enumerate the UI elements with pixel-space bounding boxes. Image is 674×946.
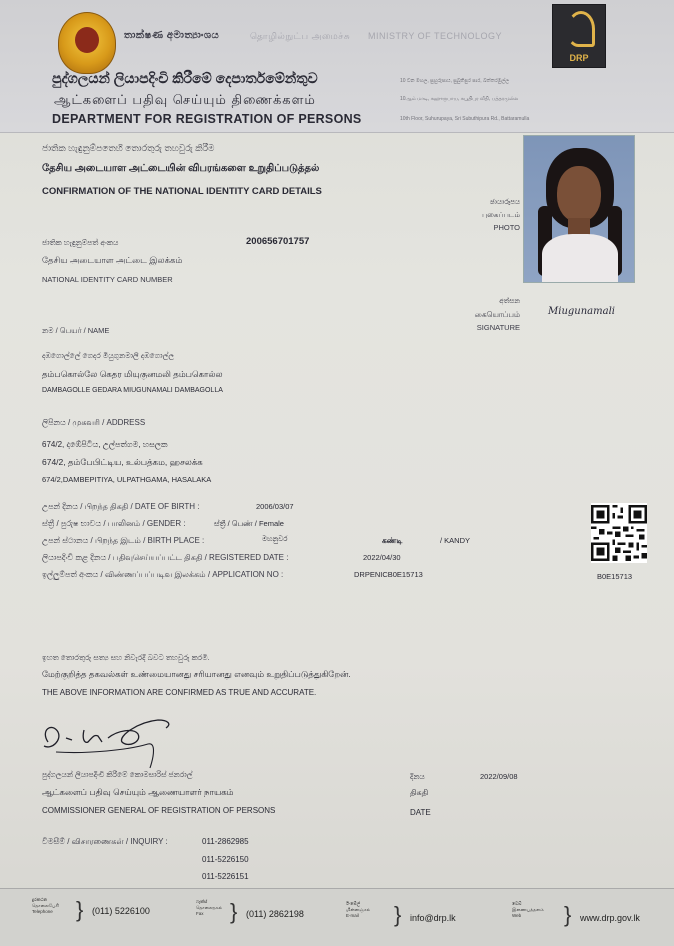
sri-lanka-emblem-icon: [58, 12, 116, 74]
dob-value: 2006/03/07: [256, 502, 294, 511]
name-value-sin: දඹගොල්ලේ ගෙදර මියුගුනමාලි දඹගොල්ල: [42, 351, 175, 360]
inquiry-number-2: 011-5226150: [202, 855, 249, 864]
name-value-tam: தம்பகொல்லே கெதர மியுகுனமலி தம்பகொல்ல: [42, 369, 223, 379]
tel-label-tam: தொலைபேசி: [32, 903, 59, 908]
commissioner-en: COMMISSIONER GENERAL OF REGISTRATION OF PERSONS: [42, 806, 276, 815]
gender-label: ස්ත්‍රී / පුරුෂ භාවය / பாலினம் / GENDER :: [42, 519, 186, 528]
title-tam: தேசிய அடையாள அட்டையின் விபரங்களை உறுதிப்படுத்தல்: [42, 163, 320, 174]
brace-icon: }: [76, 897, 84, 922]
web-label-tam: இணையத்தளம்: [512, 907, 544, 912]
commissioner-sin: පුද්ගලයන් ලියාපදිංචි කිරීමේ කොමසාරිස් ජනරාල්: [42, 770, 193, 779]
fax-label-en: Fax: [196, 911, 204, 916]
tel-label-sin: දුරකථන: [32, 897, 48, 902]
signature-label-tam: கையொப்பம்: [474, 310, 520, 319]
fax-label-tam: தொலைநகல்: [196, 905, 223, 910]
confirmation-sin: ඉහත තොරතුරු සත්‍ය සහ නිවැරදි බවට තහවුරු කරමි.: [42, 653, 210, 662]
brace-icon: }: [394, 902, 402, 927]
commissioner-tam: ஆட்களைப் பதிவு செய்யும் ஆணையாளர் நாயகம்: [42, 787, 234, 797]
dept-name-sin: පුද්ගලයන් ලියාපදිංචි කිරීමේ දෙපාර්තමේන්තුව: [52, 70, 318, 86]
date-value: 2022/09/08: [480, 772, 518, 781]
drp-swan-icon: [567, 11, 595, 47]
ministry-tam: தொழில்நுட்ப அமைச்சு: [250, 31, 351, 41]
date-label-sin: දිනය: [410, 772, 425, 781]
date-label-en: DATE: [410, 808, 431, 817]
address-value-tam: 674/2, தம்பேபிட்டிய, உல்பத்கம, ஹசலக்க: [42, 457, 203, 467]
address-en: 10th Floor, Suhurupaya, Sri Subuthipura Rd., Battaramulla: [400, 116, 530, 122]
web-label-sin: වෙබ්: [512, 901, 522, 906]
inquiry-label: විමසීම් / விசாரணைகள் / INQUIRY :: [42, 837, 168, 846]
commissioner-signature: [38, 708, 188, 770]
address-sin: 10 වන මහල, සුහුරුපාය, සුබුතිපුර පාර, බත්තරමුල්ල: [400, 78, 510, 84]
dob-label: උපන් දිනය / பிறந்த திகதி / DATE OF BIRTH :: [42, 502, 200, 511]
qr-caption: B0E15713: [597, 572, 633, 581]
nic-label-tam: தேசிய அடையாள அட்டை இலக்கம்: [42, 255, 183, 265]
brace-icon: }: [564, 902, 572, 927]
name-label: නම / பெயர் / NAME: [42, 326, 110, 335]
letterhead: [0, 0, 674, 133]
email-value: info@drp.lk: [410, 913, 456, 923]
confirmation-tam: மேற்குறித்த தகவல்கள் உண்மையானது சரியானது எனவும் உறுதிப்படுத்துகிறேன்.: [42, 669, 351, 679]
birthplace-value-en: / KANDY: [440, 536, 471, 545]
birthplace-value-tam: கண்டி: [382, 536, 403, 545]
birthplace-label: උපන් ස්ථානය / பிறந்த இடம் / BIRTH PLACE :: [42, 536, 205, 545]
holder-photo: [523, 135, 635, 283]
inquiry-number-1: 011-2862985: [202, 837, 249, 846]
nic-label-sin: ජාතික හැඳුනුම්පත් අංකය: [42, 238, 119, 247]
inquiry-number-3: 011-5226151: [202, 872, 249, 881]
web-label-en: Web: [512, 913, 522, 918]
photo-label-tam: புகைப்படம்: [482, 212, 520, 219]
nic-number: 200656701757: [246, 236, 310, 247]
email-label-sin: ඊ-මේල්: [346, 901, 360, 906]
email-label-tam: மின்னஞ்சல்: [346, 907, 371, 912]
ministry-sin: තාක්ෂණ අමාත්‍යාංශය: [124, 30, 220, 41]
fax-label-sin: ෆැක්ස්: [196, 899, 208, 904]
brace-icon: }: [230, 899, 238, 924]
registered-date-value: 2022/04/30: [363, 553, 401, 562]
name-value-en: DAMBAGOLLE GEDARA MIUGUNAMALI DAMBAGOLLA: [42, 387, 223, 394]
application-no-label: ඉල්ලුම්පත් අංකය / விண்ணப்பப்படிவ இலக்கம் / APPLICATION NO :: [42, 570, 284, 579]
website-value: www.drp.gov.lk: [580, 913, 640, 923]
holder-signature: Miugunamali: [548, 306, 615, 317]
gender-value: ස්ත්‍රී / பெண் / Female: [214, 519, 284, 528]
confirmation-en: THE ABOVE INFORMATION ARE CONFIRMED AS TRUE AND ACCURATE.: [42, 688, 317, 697]
title-en: CONFIRMATION OF THE NATIONAL IDENTITY CARD DETAILS: [42, 186, 322, 197]
contact-footer: [0, 888, 674, 946]
qr-code-icon: [591, 503, 647, 563]
birthplace-value-sin: මහනුවර: [262, 536, 288, 543]
photo-label-en: PHOTO: [493, 223, 520, 232]
dept-name-en: DEPARTMENT FOR REGISTRATION OF PERSONS: [52, 112, 362, 126]
dept-name-tam: ஆட்களைப் பதிவு செய்யும் திணைக்களம்: [54, 92, 316, 107]
address-label: ලිපිනය / முகவரி / ADDRESS: [42, 418, 146, 427]
application-no-value: DRPENICB0E15713: [354, 570, 423, 579]
signature-label-en: SIGNATURE: [476, 323, 520, 332]
photo-label-sin: ඡායාරූපය: [490, 199, 520, 206]
date-label-tam: திகதி: [410, 788, 429, 797]
address-value-en: 674/2,DAMBEPITIYA, ULPATHGAMA, HASALAKA: [42, 475, 212, 484]
address-tam: 10ஆம் மாடி, சுஹுருபாய, சுபூதிபுர வீதி, பத்தரமுல்ல: [400, 96, 519, 102]
fax-value: (011) 2862198: [246, 909, 304, 919]
address-value-sin: 674/2, දඹේපිටිය, උල්පත්ගම, හසලක: [42, 440, 168, 449]
signature-label-sin: අත්සන: [499, 298, 520, 305]
registered-date-label: ලියාපදිංචි කළ දිනය / பதிவுசெய்யப்பட்ட திகதி / REGISTERED DATE :: [42, 553, 289, 562]
tel-label-en: Telephone: [32, 909, 53, 914]
email-label-en: E-mail: [346, 913, 359, 918]
title-sin: ජාතික හැඳුනුම්පතෙහි තොරතුරු තහවුරු කිරීම: [42, 143, 215, 153]
nic-label-en: NATIONAL IDENTITY CARD NUMBER: [42, 275, 173, 284]
drp-logo: [552, 4, 606, 68]
drp-logo-text: DRP: [569, 53, 589, 63]
telephone-value: (011) 5226100: [92, 906, 150, 916]
ministry-en: MINISTRY OF TECHNOLOGY: [368, 31, 503, 41]
